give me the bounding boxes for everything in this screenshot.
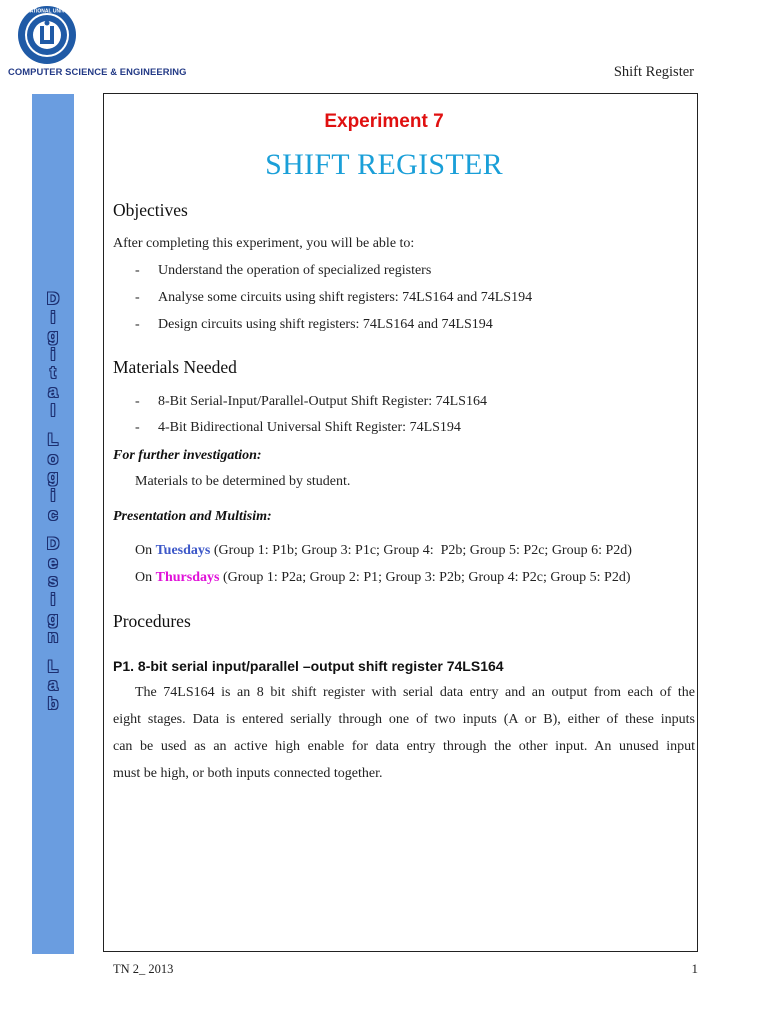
tuesday-label: Tuesdays	[155, 543, 211, 558]
sidebar-letter: i	[50, 590, 56, 609]
bullet-dash: -	[135, 420, 140, 435]
sidebar-letter: n	[47, 627, 59, 647]
tuesday-schedule	[135, 543, 632, 559]
sidebar-letter: g	[47, 467, 59, 487]
sidebar-letter: D	[46, 534, 60, 554]
sidebar-letter: e	[48, 552, 58, 572]
department-label: COMPUTER SCIENCE & ENGINEERING	[8, 66, 187, 77]
header-document-title: Shift Register	[613, 64, 694, 80]
sidebar-letter: l	[50, 400, 56, 420]
thursday-schedule	[135, 570, 631, 586]
sidebar-letter: i	[50, 307, 56, 327]
further-investigation-text: Materials to be determined by student.	[135, 474, 351, 489]
logo-text: INTERNATIONAL UNIVERSITY	[11, 8, 83, 15]
bullet-dash: -	[135, 290, 140, 305]
sidebar-letter: i	[50, 486, 56, 505]
thursday-label: Thursdays	[155, 570, 220, 585]
bullet-dash: -	[135, 263, 140, 278]
page-number: 1	[691, 961, 698, 976]
sidebar-letter: o	[47, 448, 59, 468]
bullet-dash: -	[135, 394, 140, 409]
sidebar-letter: D	[46, 289, 60, 308]
materials-heading: Materials Needed	[113, 357, 237, 377]
presentation-heading: Presentation and Multisim:	[113, 509, 272, 524]
sidebar-letter: L	[47, 430, 59, 450]
further-investigation-heading: For further investigation:	[113, 448, 262, 463]
objective-text: Design circuits using shift registers: 74LS164 and 74LS194	[158, 317, 493, 332]
material-text: 8-Bit Serial-Input/Parallel-Output Shift Register: 74LS164	[158, 394, 487, 409]
sidebar-letter: g	[47, 326, 59, 346]
material-text: 4-Bit Bidirectional Universal Shift Register: 74LS194	[158, 420, 461, 435]
objective-text: Understand the operation of specialized registers	[158, 263, 432, 278]
objectives-heading: Objectives	[113, 200, 188, 220]
sidebar-letter: b	[47, 694, 59, 713]
paragraph-line: can be used as an active high enable for data entry through the other input. An unused input	[113, 739, 695, 754]
paragraph-line: eight stages. Data is entered serially through one of two inputs (A or B), either of these inputs	[113, 712, 695, 727]
sidebar-letter: s	[48, 571, 58, 591]
tuesday-groups: (Group 1: P1b; Group 3: P1c; Group 4: P2b; Group 5: P2c; Group 6: P2d)	[213, 543, 632, 558]
procedure-p1-paragraph	[113, 679, 695, 787]
sidebar-letter: a	[48, 382, 58, 401]
procedure-p1-title: P1. 8-bit serial input/parallel –output shift register 74LS164	[113, 658, 504, 674]
sidebar-letter: c	[48, 504, 58, 524]
on-label: On	[135, 570, 153, 585]
sidebar-banner	[32, 94, 74, 954]
objective-text: Analyse some circuits using shift registers: 74LS164 and 74LS194	[158, 290, 533, 305]
thursday-groups: (Group 1: P2a; Group 2: P1; Group 3: P2b; Group 4: P2c; Group 5: P2d)	[222, 570, 631, 585]
experiment-label: Experiment 7	[324, 111, 444, 132]
bullet-dash: -	[135, 317, 140, 332]
sidebar-letter: i	[50, 344, 56, 364]
paragraph-line: must be high, or both inputs connected together.	[113, 766, 383, 781]
footer-term: TN 2_ 2013	[113, 962, 174, 976]
university-seal-icon	[11, 4, 83, 66]
page-title: SHIFT REGISTER	[265, 148, 503, 181]
sidebar-letter: t	[50, 363, 56, 383]
sidebar-letter: a	[48, 675, 58, 695]
on-label: On	[135, 543, 153, 558]
sidebar-letter: L	[47, 656, 59, 676]
sidebar-letter: g	[47, 608, 59, 628]
paragraph-line: The 74LS164 is an 8 bit shift register with serial data entry and an output from each of the	[135, 685, 695, 700]
procedures-heading: Procedures	[113, 611, 191, 631]
objectives-intro: After completing this experiment, you will be able to:	[113, 236, 415, 251]
